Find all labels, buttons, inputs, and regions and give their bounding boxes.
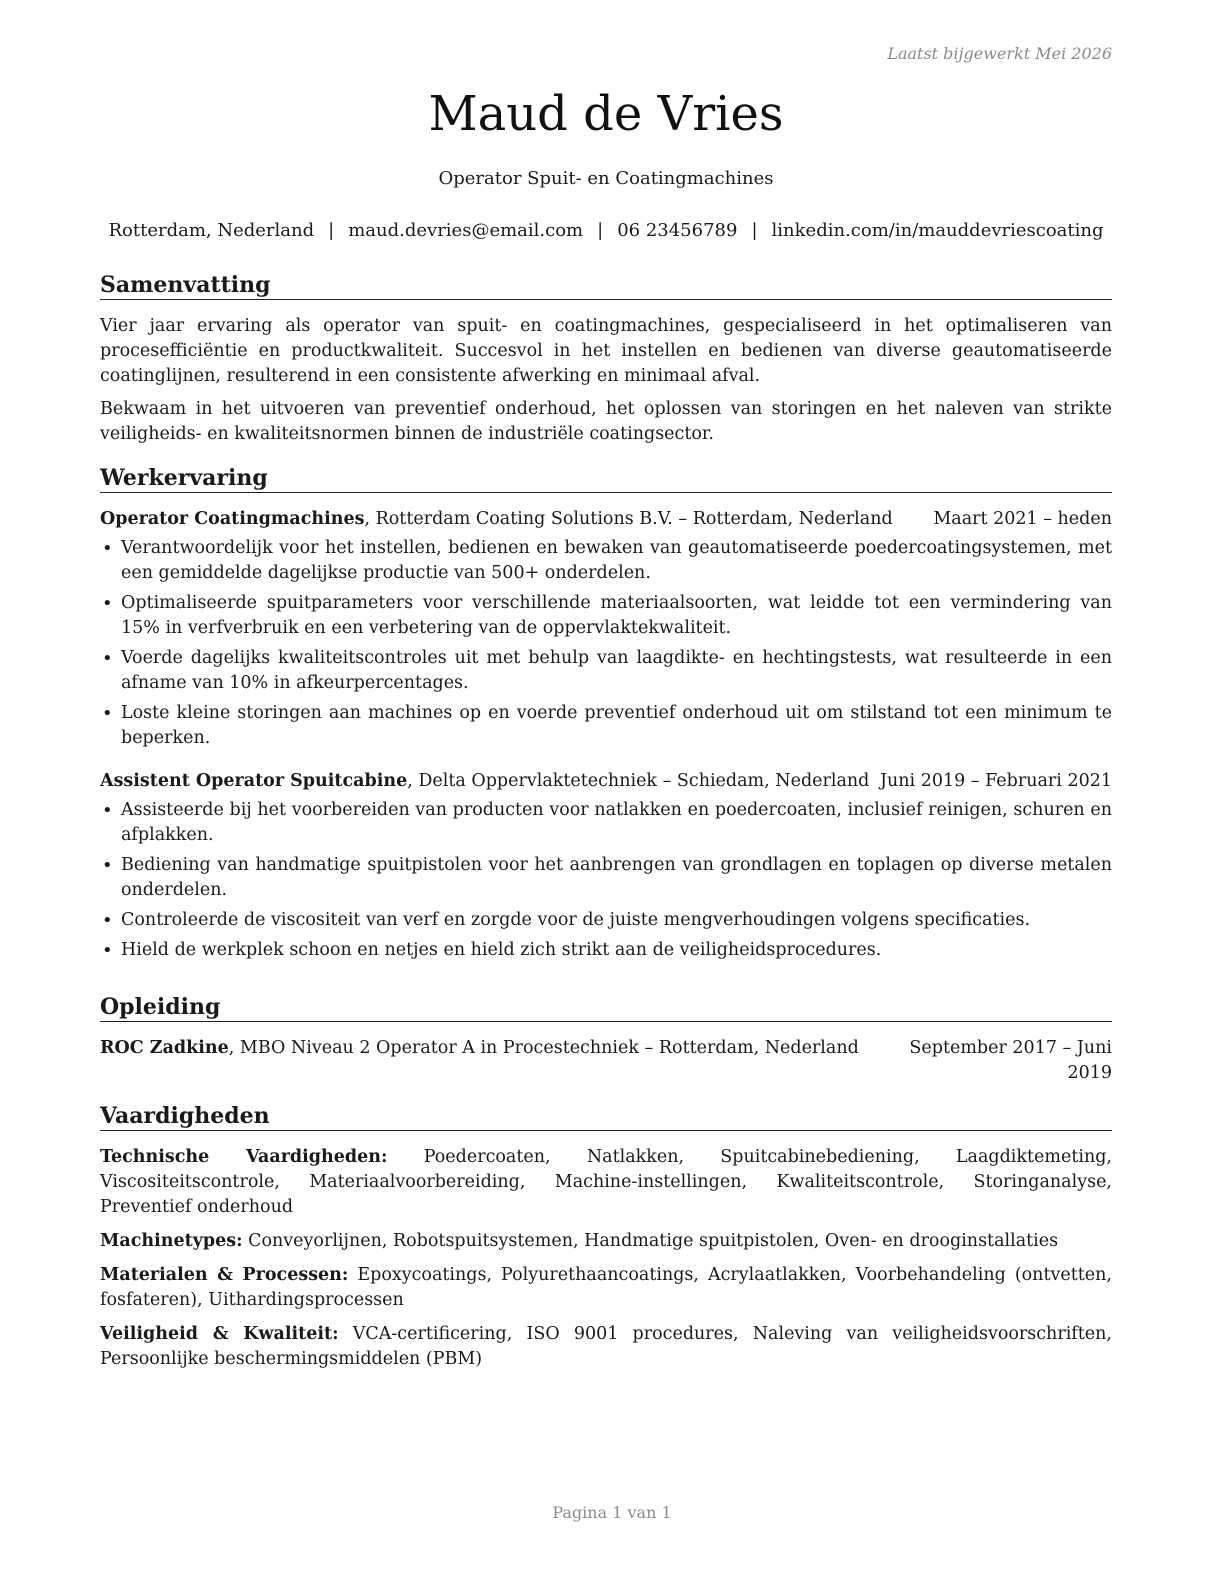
job-bullet: • Controleerde de viscositeit van verf en zorgde voor de juiste mengverhoudingen volgens specificaties. — [100, 908, 1112, 933]
education-school: ROC Zadkine — [100, 1038, 229, 1058]
job-period: Maart 2021 – heden — [933, 509, 1112, 529]
skill-group — [100, 1322, 1112, 1372]
education-detail: , MBO Niveau 2 Operator A in Procestechniek – Rotterdam, Nederland — [228, 1038, 859, 1058]
page-number: Pagina 1 van 1 — [552, 1503, 672, 1522]
job-company: , Rotterdam Coating Solutions B.V. – Rotterdam, Nederland — [364, 509, 893, 529]
skill-label: Veiligheid & Kwaliteit: — [100, 1324, 339, 1344]
contact-linkedin[interactable]: linkedin.com/in/mauddevriescoating — [771, 220, 1104, 241]
job-bullets — [100, 536, 1112, 751]
contact-separator: | — [751, 220, 758, 241]
job-entry — [100, 769, 1112, 963]
contact-separator: | — [328, 220, 335, 241]
skill-value: Poedercoaten, Natlakken, Spuitcabinebediening, Laagdiktemeting, Viscositeitscontrole, Materiaalvoorbereiding, Machine-instellingen, Kwaliteitscontrole, Storinganalyse, Preventief onderhoud — [100, 1147, 1112, 1217]
skill-label: Technische Vaardigheden: — [100, 1147, 388, 1167]
section-heading: Werkervaring — [100, 465, 1112, 493]
education-period: September 2017 – Juni 2019 — [909, 1038, 1112, 1083]
skill-label: Materialen & Processen: — [100, 1265, 349, 1285]
section-heading: Vaardigheden — [100, 1103, 1112, 1131]
job-bullet: • Voerde dagelijks kwaliteitscontroles uit met behulp van laagdikte- en hechtingstests, wat resulteerde in een afname van 10% in afkeurpercentages. — [100, 646, 1112, 696]
job-title-line — [100, 769, 869, 794]
job-bullet: • Assisteerde bij het voorbereiden van producten voor natlakken en poedercoaten, inclusief reinigen, schuren en afplakken. — [100, 798, 1112, 848]
last-updated: Laatst bijgewerkt Mei 2026 — [887, 44, 1112, 63]
job-period: Juni 2019 – Februari 2021 — [879, 771, 1112, 791]
summary-paragraph: Bekwaam in het uitvoeren van preventief onderhoud, het oplossen van storingen en het naleven van strikte veiligheids- en kwaliteitsnormen binnen de industriële coatingsector. — [100, 399, 1112, 444]
job-bullet: • Optimaliseerde spuitparameters voor verschillende materiaalsoorten, wat leidde tot een vermindering van 15% in verfverbruik en een verbetering van de oppervlaktekwaliteit. — [100, 591, 1112, 641]
skill-value: VCA-certificering, ISO 9001 procedures, Naleving van veiligheidsvoorschriften, Persoonlijke beschermingsmiddelen (PBM) — [100, 1324, 1112, 1369]
job-entry — [100, 507, 1112, 751]
contact-location: Rotterdam, Nederland — [108, 220, 315, 241]
education-line — [100, 1036, 860, 1086]
section-heading: Samenvatting — [100, 272, 1112, 300]
skills-section — [100, 1103, 1112, 1381]
job-header — [100, 769, 1112, 794]
job-role: Operator Coatingmachines — [100, 509, 365, 529]
contact-line — [100, 220, 1112, 241]
contact-separator: | — [597, 220, 604, 241]
skill-group — [100, 1229, 1112, 1254]
section-heading: Opleiding — [100, 994, 1112, 1022]
job-bullet: • Hield de werkplek schoon en netjes en hield zich strikt aan de veiligheidsprocedures. — [100, 938, 1112, 963]
candidate-title: Operator Spuit- en Coatingmachines — [438, 168, 774, 189]
summary-section — [100, 272, 1112, 455]
job-header — [100, 507, 1112, 532]
job-bullets — [100, 798, 1112, 963]
summary-paragraph: Vier jaar ervaring als operator van spuit- en coatingmachines, gespecialiseerd in het optimaliseren van procesefficiëntie en productkwaliteit. Succesvol in het instellen en bedienen van diverse geautomatiseerde coatinglijnen, resulterend in een consistente afwerking en minimaal afval. — [100, 316, 1112, 386]
candidate-name: Maud de Vries — [428, 86, 784, 142]
skill-group — [100, 1145, 1112, 1220]
skill-group — [100, 1263, 1112, 1313]
education-section — [100, 994, 1112, 1086]
job-bullet: • Verantwoordelijk voor het instellen, bedienen en bewaken van geautomatiseerde poedercoatingsystemen, met een gemiddelde dagelijkse productie van 500+ onderdelen. — [100, 536, 1112, 586]
contact-phone[interactable]: 06 23456789 — [617, 220, 738, 241]
education-entry — [100, 1036, 1112, 1086]
skill-label: Machinetypes: — [100, 1231, 243, 1251]
contact-email[interactable]: maud.devries@email.com — [348, 220, 584, 241]
job-bullet: • Loste kleine storingen aan machines op en voerde preventief onderhoud uit om stilstand tot een minimum te beperken. — [100, 701, 1112, 751]
job-bullet: • Bediening van handmatige spuitpistolen voor het aanbrengen van grondlagen en toplagen op diverse metalen onderdelen. — [100, 853, 1112, 903]
skill-value: Conveyorlijnen, Robotspuitsystemen, Handmatige spuitpistolen, Oven- en drooginstallaties — [242, 1231, 1059, 1251]
skill-value: Epoxycoatings, Polyurethaancoatings, Acrylaatlakken, Voorbehandeling (ontvetten, fosfateren), Uithardingsprocessen — [100, 1265, 1112, 1310]
job-role: Assistent Operator Spuitcabine — [100, 771, 408, 791]
experience-section — [100, 465, 1112, 968]
job-company: , Delta Oppervlaktetechniek – Schiedam, Nederland — [407, 771, 870, 791]
job-title-line — [100, 507, 893, 532]
